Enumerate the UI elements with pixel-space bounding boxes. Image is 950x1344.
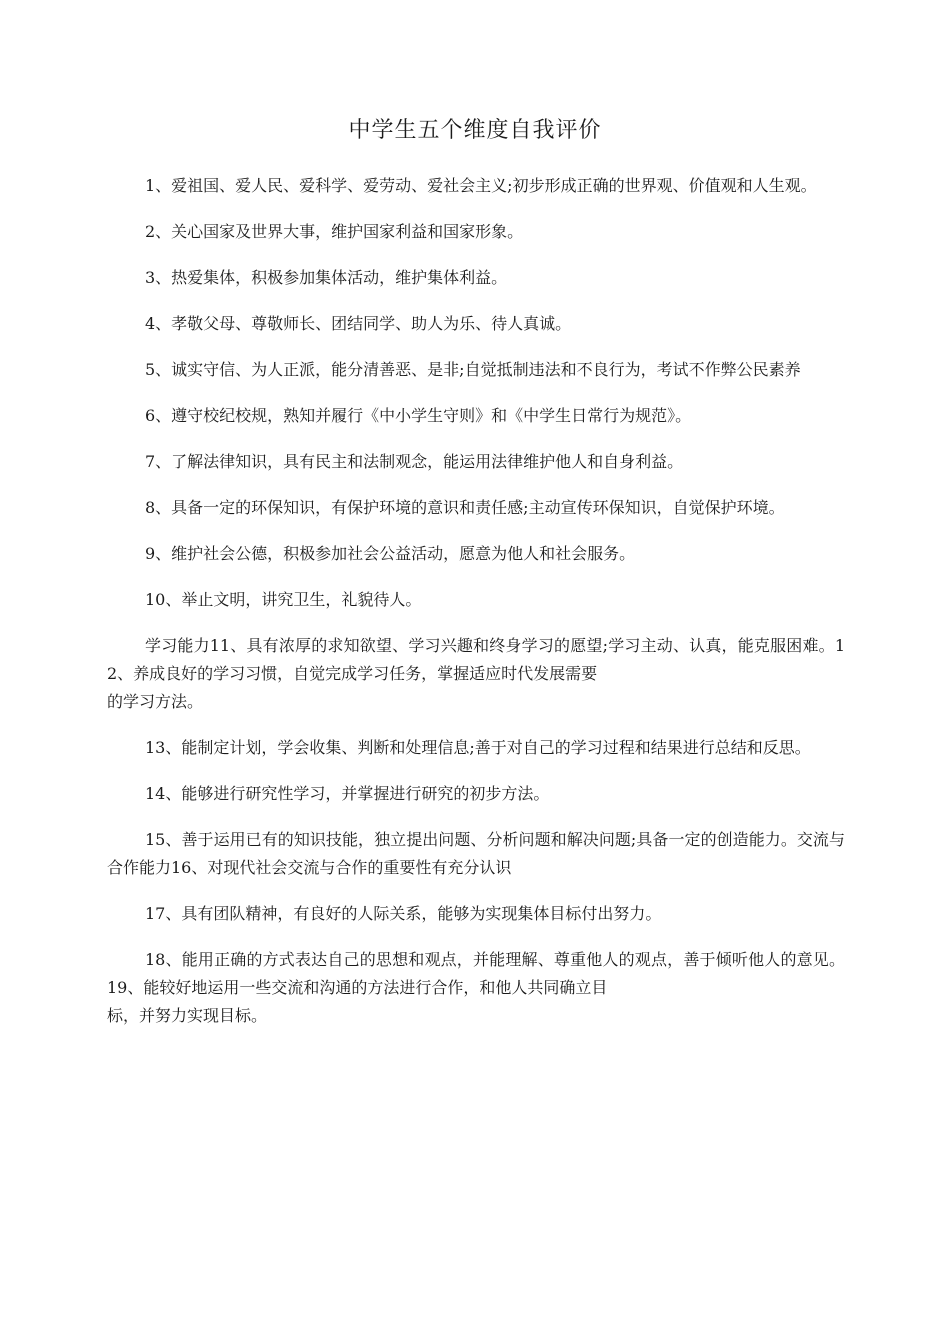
paragraph-text: 14、能够进行研究性学习，并掌握进行研究的初步方法。 [145,784,550,803]
paragraph [107,448,845,476]
paragraph-text: 15、善于运用已有的知识技能，独立提出问题、分析问题和解决问题;具备一定的创造能力。交流与合作能力16、对现代社会交流与合作的重要性有充分认识 [107,830,845,877]
paragraph [107,356,845,384]
paragraph-text: 4、孝敬父母、尊敬师长、团结同学、助人为乐、待人真诚。 [145,314,572,333]
paragraph [107,494,845,522]
paragraph-text: 7、了解法律知识，具有民主和法制观念，能运用法律维护他人和自身利益。 [145,452,684,471]
page-title: 中学生五个维度自我评价 [348,118,602,143]
document-body [107,172,845,1048]
paragraph-text: 10、举止文明，讲究卫生，礼貌待人。 [145,590,422,609]
paragraph [107,218,845,246]
paragraph [107,780,845,808]
paragraph [107,826,845,882]
paragraph [107,734,845,762]
paragraph [107,586,845,614]
paragraph [107,946,845,1030]
paragraph-text: 18、能用正确的方式表达自己的思想和观点，并能理解、尊重他人的观点，善于倾听他人的意见。19、能较好地运用一些交流和沟通的方法进行合作，和他人共同确立目 [107,950,845,997]
paragraph-text: 13、能制定计划，学会收集、判断和处理信息;善于对自己的学习过程和结果进行总结和反思。 [145,738,811,757]
paragraph [107,632,845,716]
paragraph [107,540,845,568]
paragraph [107,402,845,430]
paragraph-text: 9、维护社会公德，积极参加社会公益活动，愿意为他人和社会服务。 [145,544,636,563]
paragraph [107,264,845,292]
paragraph-text: 8、具备一定的环保知识，有保护环境的意识和责任感;主动宣传环保知识，自觉保护环境。 [145,498,785,517]
paragraph-text: 学习能力11、具有浓厚的求知欲望、学习兴趣和终身学习的愿望;学习主动、认真，能克服困难。12、养成良好的学习习惯，自觉完成学习任务，掌握适应时代发展需要 [107,636,845,683]
paragraph-continuation: 的学习方法。 [107,692,204,711]
paragraph [107,310,845,338]
paragraph-continuation: 标，并努力实现目标。 [107,1006,268,1025]
paragraph [107,172,845,200]
paragraph-text: 3、热爱集体，积极参加集体活动，维护集体利益。 [145,268,508,287]
paragraph-text: 2、关心国家及世界大事，维护国家利益和国家形象。 [145,222,524,241]
paragraph [107,900,845,928]
paragraph-text: 5、诚实守信、为人正派，能分清善恶、是非;自觉抵制违法和不良行为，考试不作弊公民素养 [145,360,801,379]
paragraph-text: 1、爱祖国、爱人民、爱科学、爱劳动、爱社会主义;初步形成正确的世界观、价值观和人生观。 [145,176,817,195]
paragraph-text: 6、遵守校纪校规，熟知并履行《中小学生守则》和《中学生日常行为规范》。 [145,406,692,425]
paragraph-text: 17、具有团队精神，有良好的人际关系，能够为实现集体目标付出努力。 [145,904,662,923]
